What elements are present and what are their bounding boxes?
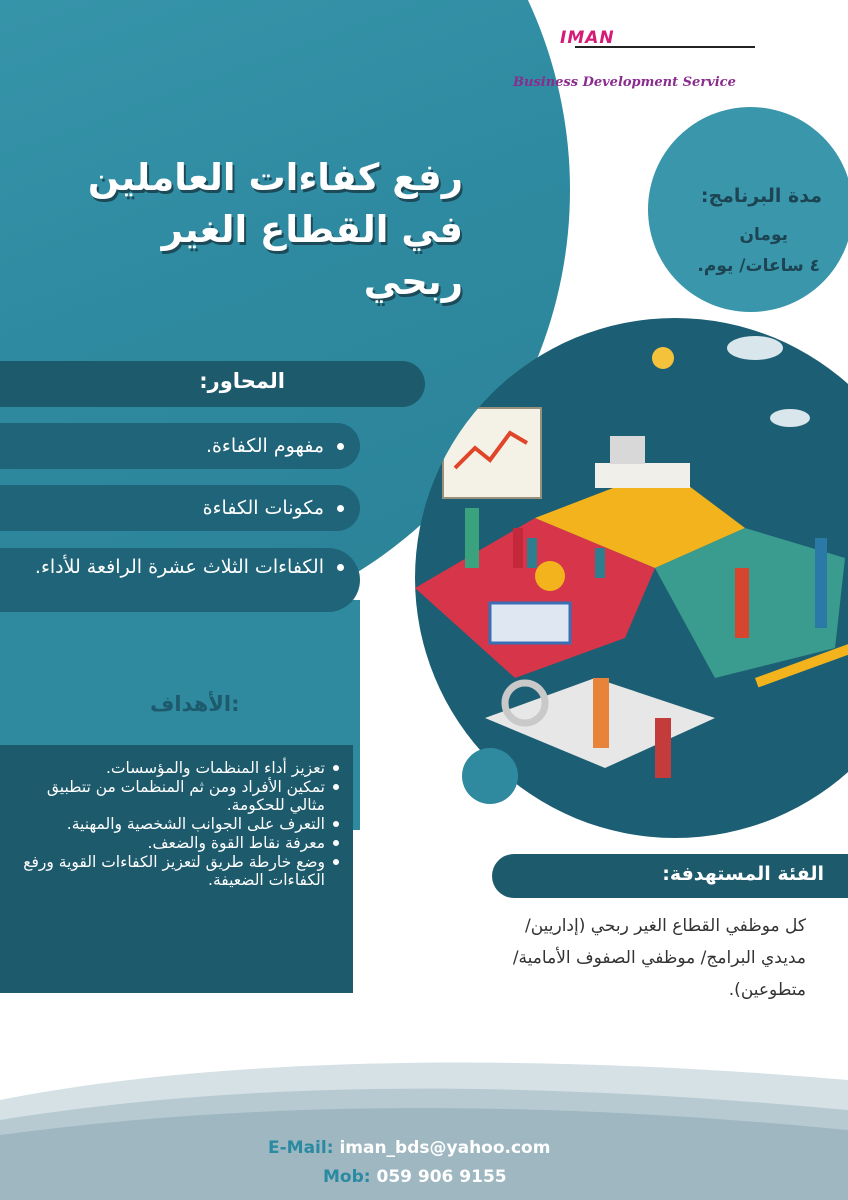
person-icon [593, 678, 609, 748]
target-title: الفئة المستهدفة: [662, 863, 824, 885]
axes-item-label: مفهوم الكفاءة. [205, 435, 324, 457]
cloud-icon [770, 409, 810, 427]
goals-item: تعزيز أداء المنظمات والمؤسسات. [16, 759, 341, 777]
duration-label: مدة البرنامج: [700, 185, 822, 207]
pie-chart-icon [535, 561, 565, 591]
cloud-icon [727, 336, 783, 360]
email-value[interactable]: iman_bds@yahoo.com [339, 1138, 551, 1158]
axes-item-label: الكفاءات الثلاث عشرة الرافعة للأداء. [34, 556, 324, 578]
clipboard-icon [490, 603, 570, 643]
target-header [492, 854, 848, 898]
person-icon [655, 718, 671, 778]
email-label: E-Mail: [268, 1138, 334, 1158]
bar-icon [513, 528, 523, 568]
bullet-icon [337, 443, 344, 450]
axes-item [0, 485, 360, 531]
logo-tagline: Business Development Service [513, 75, 736, 90]
logo: IMAN [560, 28, 615, 48]
contact-mobile [323, 1167, 507, 1187]
lightbulb-icon [652, 347, 674, 369]
goals-item: تمكين الأفراد ومن ثم المنظمات من تتطبيق مثالي للحكومة. [16, 778, 341, 814]
goals-item: التعرف على الجوانب الشخصية والمهنية. [16, 815, 341, 833]
decorative-small-circle [462, 748, 518, 804]
mobile-value[interactable]: 059 906 9155 [376, 1167, 507, 1187]
duration-days: يومان [739, 225, 788, 245]
person-icon [465, 508, 479, 568]
mobile-label: Mob: [323, 1167, 371, 1187]
duration-hours: ٤ ساعات/ يوم. [697, 256, 820, 276]
bullet-icon [337, 564, 344, 571]
axes-title: المحاور: [199, 369, 285, 393]
axes-header [0, 361, 425, 407]
goals-title: الأهداف: [150, 692, 240, 716]
axes-item [0, 548, 360, 612]
contact-email [268, 1138, 550, 1158]
monitor-icon [610, 436, 645, 464]
axes-item [0, 423, 360, 469]
goals-item: معرفة نقاط القوة والضعف. [16, 834, 341, 852]
page-title: رفع كفاءات العاملين في القطاع الغير ربحي [87, 156, 463, 303]
person-icon [815, 538, 827, 628]
person-icon [735, 568, 749, 638]
target-description: كل موظفي القطاع الغير ربحي (إداريين/ مديدي البرامج/ موظفي الصفوف الأمامية/ متطوعين). [512, 916, 806, 1000]
bar-icon [595, 548, 605, 578]
goals-list [16, 759, 341, 890]
bullet-icon [337, 505, 344, 512]
goals-item: وضع خارطة طريق لتعزيز الكفاءات القوية ورفع الكفاءات الضعيفة. [16, 853, 341, 889]
desk-icon [595, 463, 690, 488]
goals-panel [0, 745, 353, 993]
bar-icon [527, 538, 537, 568]
duration-circle [648, 107, 848, 312]
axes-item-label: مكونات الكفاءة [202, 497, 324, 519]
